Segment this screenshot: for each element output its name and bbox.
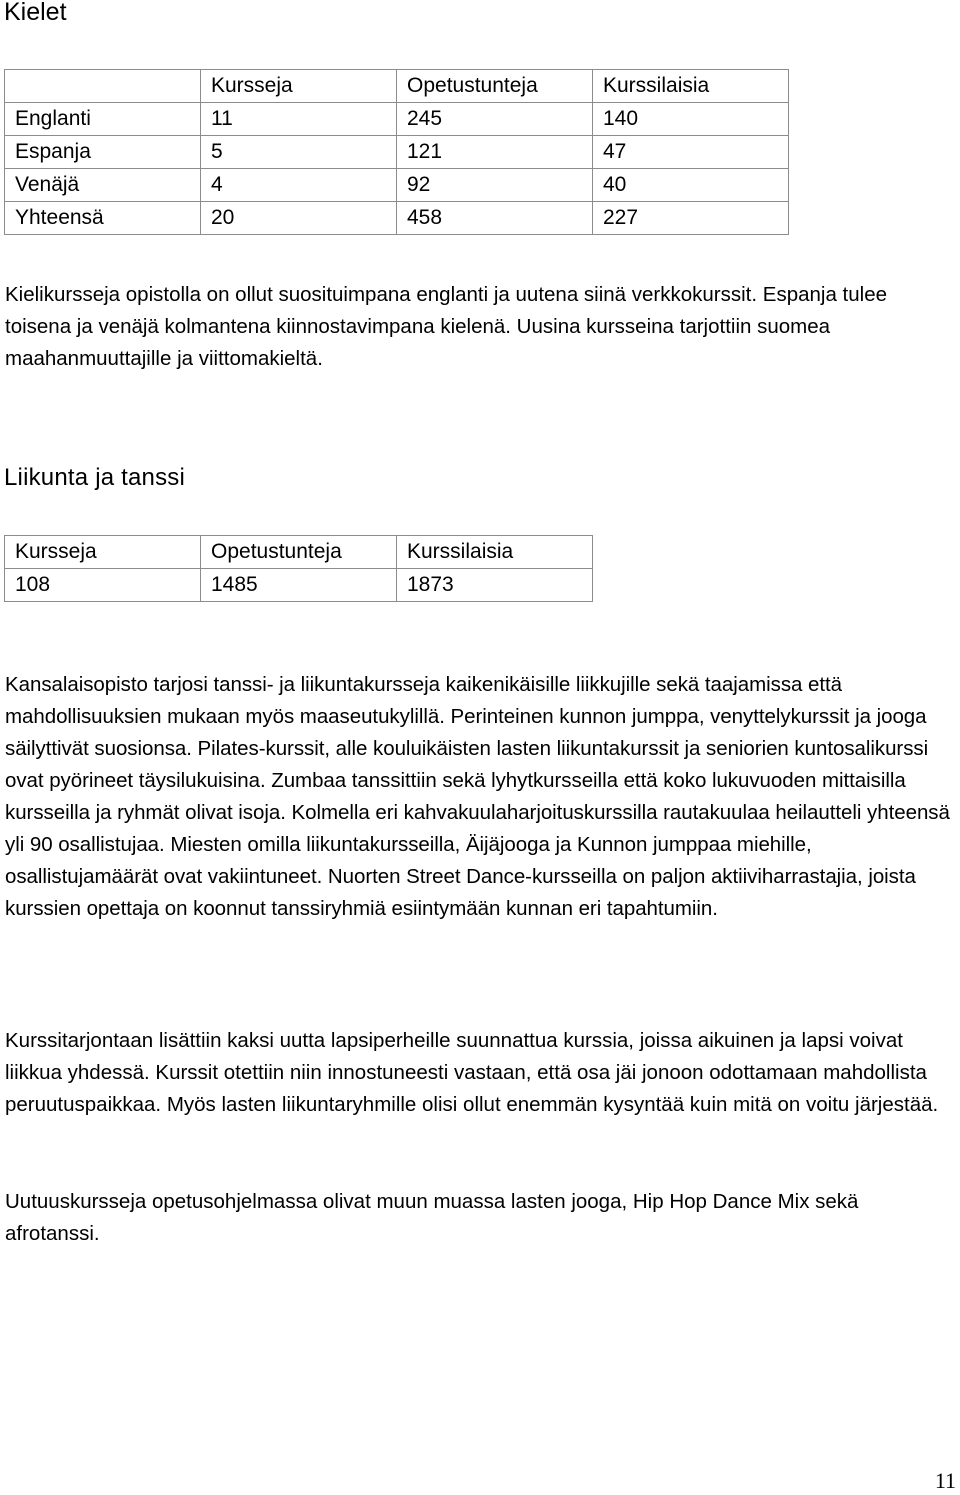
table-cell: 1873 xyxy=(397,569,593,602)
languages-table xyxy=(4,69,789,235)
table-header-cell xyxy=(5,70,201,103)
table-header-cell: Opetustunteja xyxy=(397,70,593,103)
table-header-row xyxy=(5,70,789,103)
table-cell: 40 xyxy=(593,169,789,202)
table-cell: 108 xyxy=(5,569,201,602)
table-header-cell: Kursseja xyxy=(5,536,201,569)
sports-table xyxy=(4,535,593,602)
sports-paragraph: Uutuuskursseja opetusohjelmassa olivat muun muassa lasten jooga, Hip Hop Dance Mix sekä afrotanssi. xyxy=(5,1190,859,1245)
table-cell: 1485 xyxy=(201,569,397,602)
table-cell: 20 xyxy=(201,202,397,235)
table-row xyxy=(5,169,789,202)
table-header-row xyxy=(5,536,593,569)
sports-paragraph: Kurssitarjontaan lisättiin kaksi uutta lapsiperheille suunnattua kurssia, joissa aikuinen ja lapsi voivat liikkua yhdessä. Kurssit otettiin niin innostuneesti vastaan, että osa jäi jonoon odottamaan mahdollista peruutuspaikkaa. Myös lasten liikuntaryhmille olisi ollut enemmän kysyntää kuin mitä on voitu järjestää. xyxy=(5,1029,939,1116)
table-row xyxy=(5,202,789,235)
table-cell: Venäjä xyxy=(5,169,201,202)
table-cell: 92 xyxy=(397,169,593,202)
table-row xyxy=(5,103,789,136)
table-cell: 227 xyxy=(593,202,789,235)
table-header-cell: Kurssilaisia xyxy=(593,70,789,103)
table-row xyxy=(5,136,789,169)
languages-heading: Kielet xyxy=(4,0,67,26)
table-cell: 11 xyxy=(201,103,397,136)
table-row xyxy=(5,569,593,602)
table-cell: Englanti xyxy=(5,103,201,136)
table-cell: 121 xyxy=(397,136,593,169)
table-cell: 47 xyxy=(593,136,789,169)
page-number: 11 xyxy=(934,1468,956,1493)
table-cell: 4 xyxy=(201,169,397,202)
table-cell: Yhteensä xyxy=(5,202,201,235)
table-header-cell: Kursseja xyxy=(201,70,397,103)
table-cell: 5 xyxy=(201,136,397,169)
table-cell: Espanja xyxy=(5,136,201,169)
sports-paragraph: Kansalaisopisto tarjosi tanssi- ja liikuntakursseja kaikenikäisille liikkujille sekä taajamissa että mahdollisuuksien mukaan myös maaseutukylillä. Perinteinen kunnon jumppa, venyttelykurssit ja jooga säilyttivät suosionsa. Pilates-kurssit, alle kouluikäisten lasten liikuntakurssit ja seniorien kuntosalikurssi ovat pyörineet täysilukuisina. Zumbaa tanssittiin sekä lyhytkursseilla että koko lukuvuoden mittaisilla kursseilla ja ryhmät olivat isoja. Kolmella eri kahvakuulaharjoituskurssilla rautakuulaa heilautteli yhteensä yli 90 osallistujaa. Miesten omilla liikuntakursseilla, Äijäjooga ja Kunnon jumppaa miehille, osallistujamäärät ovat vakiintuneet. Nuorten Street Dance-kursseilla on paljon aktiiviharrastajia, joista kurssien opettaja on koonnut tanssiryhmiä esiintymään kunnan eri tapahtumiin. xyxy=(5,673,950,920)
table-cell: 245 xyxy=(397,103,593,136)
table-cell: 458 xyxy=(397,202,593,235)
sports-heading: Liikunta ja tanssi xyxy=(4,464,186,491)
table-header-cell: Opetustunteja xyxy=(201,536,397,569)
languages-paragraph: Kielikursseja opistolla on ollut suosituimpana englanti ja uutena siinä verkkokurssit. Espanja tulee toisena ja venäjä kolmantena kiinnostavimpana kielenä. Uusina kursseina tarjottiin suomea maahanmuuttajille ja viittomakieltä. xyxy=(5,283,888,370)
table-cell: 140 xyxy=(593,103,789,136)
table-header-cell: Kurssilaisia xyxy=(397,536,593,569)
